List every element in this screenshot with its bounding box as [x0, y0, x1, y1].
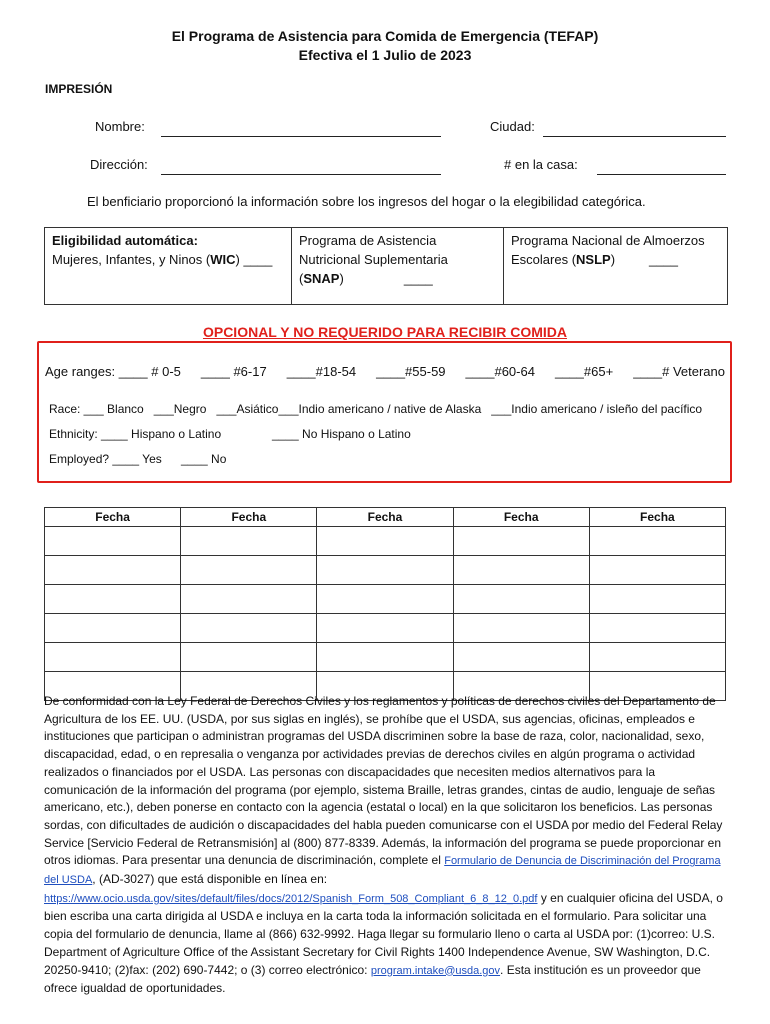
ethnicity-non-hispanic[interactable]: ____ No Hispano o Latino — [272, 427, 411, 441]
fecha-cell[interactable] — [589, 556, 725, 585]
optional-heading: OPCIONAL Y NO REQUERIDO PARA RECIBIR COMIDA — [202, 324, 568, 340]
complaint-form-url-link[interactable]: https://www.ocio.usda.gov/sites/default/files/docs/2012/Spanish_Form_508_Compliant_6_8_12_0.pdf — [44, 892, 538, 905]
wic-option: Mujeres, Infantes, y Ninos (WIC) ____ — [52, 252, 273, 267]
civil-rights-statement — [44, 693, 730, 998]
fecha-header: Fecha — [453, 508, 589, 527]
race-line[interactable]: Race: ___ Blanco ___Negro ___Asiático___Indio americano / native de Alaska ___Indio americano / isleño del pacífico — [49, 402, 703, 416]
fecha-header-row — [45, 508, 726, 527]
section-label: IMPRESIÓN — [45, 82, 113, 96]
fecha-cell[interactable] — [589, 585, 725, 614]
snap-cell[interactable] — [292, 228, 504, 304]
employed-yes[interactable]: Employed? ____ Yes — [49, 452, 162, 466]
employed-no[interactable]: ____ No — [181, 452, 227, 466]
wic-cell[interactable] — [45, 228, 292, 304]
email-link[interactable]: program.intake@usda.gov — [370, 964, 501, 977]
fecha-header: Fecha — [45, 508, 181, 527]
table-row — [45, 527, 726, 556]
age-range-veterano[interactable]: ____# Veterano — [633, 364, 725, 379]
fecha-cell[interactable] — [181, 527, 317, 556]
fecha-cell[interactable] — [45, 643, 181, 672]
fecha-cell[interactable] — [453, 556, 589, 585]
fecha-header: Fecha — [589, 508, 725, 527]
direccion-label: Dirección: — [90, 157, 148, 172]
fecha-cell[interactable] — [45, 556, 181, 585]
ciudad-label: Ciudad: — [490, 119, 535, 134]
table-row — [45, 614, 726, 643]
eligibility-heading: Eligibilidad automática: — [52, 233, 198, 248]
fecha-table — [44, 507, 726, 701]
table-row — [45, 556, 726, 585]
fecha-cell[interactable] — [181, 556, 317, 585]
fecha-header: Fecha — [181, 508, 317, 527]
table-row — [45, 643, 726, 672]
fecha-cell[interactable] — [317, 585, 453, 614]
fecha-cell[interactable] — [317, 643, 453, 672]
fecha-cell[interactable] — [317, 527, 453, 556]
age-range-6-17[interactable]: ____ #6-17 — [200, 364, 267, 379]
fecha-header: Fecha — [317, 508, 453, 527]
nslp-option: Escolares (NSLP) ____ — [511, 252, 678, 267]
ethnicity-hispanic[interactable]: Ethnicity: ____ Hispano o Latino — [49, 427, 222, 441]
civil-rights-text: , (AD-3027) que está disponible en línea en: — [92, 872, 328, 887]
table-row — [45, 585, 726, 614]
fecha-cell[interactable] — [453, 643, 589, 672]
fecha-cell[interactable] — [45, 614, 181, 643]
age-range-65-plus[interactable]: ____#65+ — [554, 364, 614, 379]
snap-option: (SNAP) ____ — [299, 271, 433, 286]
fecha-cell[interactable] — [317, 614, 453, 643]
nombre-label: Nombre: — [95, 119, 145, 134]
nombre-field[interactable] — [161, 136, 441, 137]
age-range-18-54[interactable]: ____#18-54 — [286, 364, 357, 379]
fecha-cell[interactable] — [45, 585, 181, 614]
complaint-form-link[interactable]: Formulario de Denuncia de Discriminación del Programa del USDA — [44, 855, 721, 887]
fecha-cell[interactable] — [181, 614, 317, 643]
fecha-cell[interactable] — [317, 556, 453, 585]
age-range-55-59[interactable]: ____#55-59 — [376, 364, 446, 379]
civil-rights-text: De conformidad con la Ley Federal de Derechos Civiles y los reglamentos y políticas de derechos civiles del Departamento de Agricultura de los EE. UU. (USDA, por sus siglas en inglés), se prohíbe que el USDA, sus agencias, oficinas, empleados e instituciones que participan o administran programas del USDA discriminen sobre la base de raza, color, nacionalidad, sexo, discapacidad, edad, o en represalia o venganza por actividades previas de derechos civiles en algún programa o actividad realizados o financiados por el USDA. Las personas con discapacidades que necesiten medios alternativos para la comunicación de la información del programa (por ejemplo, sistema Braille, letras grandes, cintas de audio, lenguaje de señas americano, etc.), deben ponerse en contacto con la agencia (estatal o local) en la que solicitaron los beneficios. Las personas sordas, con dificultades de audición o discapacidades del habla pueden comunicarse con el USDA por medio del Federal Relay Service [Servicio Federal de Retransmisión] al (800) 877-8339. Además, la información del programa se puede proporcionar en otros idiomas. Para presentar una denuncia de discriminación, complete el — [44, 694, 723, 868]
fecha-cell[interactable] — [453, 585, 589, 614]
age-ranges-row — [45, 364, 725, 379]
fecha-cell[interactable] — [45, 527, 181, 556]
eligibility-table — [44, 227, 728, 305]
civil-rights-text: y en cualquier oficina del USDA, o bien escriba una carta dirigida al USDA e incluya en la carta toda la información solicitada en el formulario. Para solicitar una copia del formulario de denuncia, llame al (866) 632-9992. Haga llegar su formulario lleno o carta al USDA por: (1)correo: U.S. Department of Agriculture Office of the Assistant Secretary for Civil Rights 1400 Independence Avenue, SW Washington, D.C. 20250-9410; (2)fax: (202) 690-7442; o (3) correo electrónico: — [44, 890, 723, 977]
household-size-label: # en la casa: — [504, 157, 578, 172]
age-range-0-5[interactable]: Age ranges: ____ # 0-5 — [45, 364, 181, 379]
nslp-line1: Programa Nacional de Almoerzos — [511, 233, 705, 248]
ciudad-field[interactable] — [543, 136, 726, 137]
effective-date: Efectiva el 1 Julio de 2023 — [298, 47, 472, 63]
fecha-cell[interactable] — [453, 614, 589, 643]
snap-line1: Programa de Asistencia — [299, 233, 437, 248]
nslp-cell[interactable] — [504, 228, 727, 304]
civil-rights-text: . Esta institución es un proveedor que ofrece igualdad de oportunidades. — [44, 962, 701, 996]
age-range-60-64[interactable]: ____#60-64 — [465, 364, 535, 379]
document-title: El Programa de Asistencia para Comida de Emergencia (TEFAP) — [171, 28, 599, 44]
household-size-field[interactable] — [597, 174, 726, 175]
fecha-cell[interactable] — [181, 643, 317, 672]
fecha-cell[interactable] — [181, 585, 317, 614]
fecha-cell[interactable] — [589, 527, 725, 556]
beneficiary-statement: El benficiario proporcionó la información sobre los ingresos del hogar o la elegibilidad categórica. — [87, 194, 646, 209]
direccion-field[interactable] — [161, 174, 441, 175]
fecha-cell[interactable] — [589, 643, 725, 672]
fecha-cell[interactable] — [453, 527, 589, 556]
snap-line2: Nutricional Suplementaria — [299, 252, 448, 267]
fecha-cell[interactable] — [589, 614, 725, 643]
